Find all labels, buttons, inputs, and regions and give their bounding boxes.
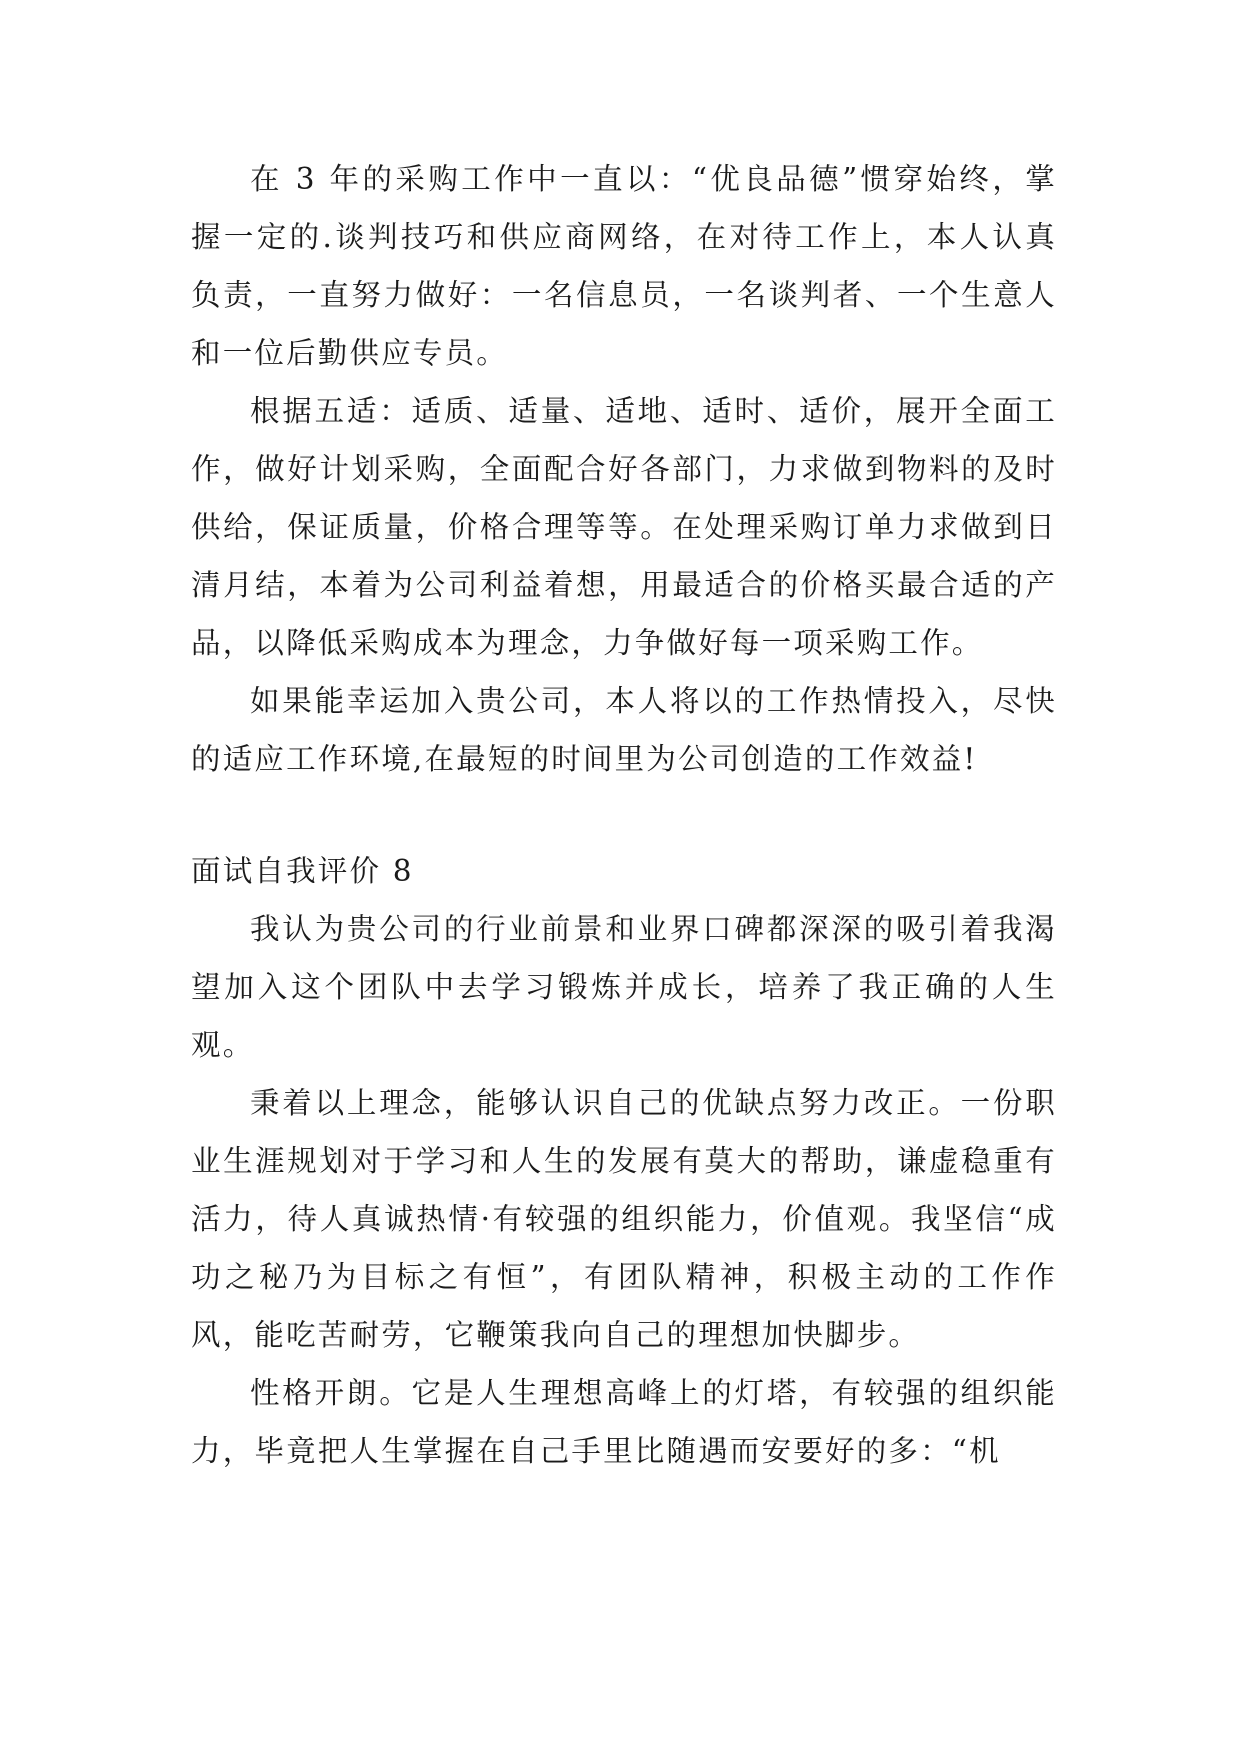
- paragraph-company-prospects: 我认为贵公司的行业前景和业界口碑都深深的吸引着我渴望加入这个团队中去学习锻炼并成长，培养了我正确的人生观。: [191, 912, 1057, 1062]
- section-heading: 面试自我评价 8: [191, 854, 414, 888]
- paragraph-career-planning: 秉着以上理念，能够认识自己的优缺点努力改正。一份职业生涯规划对于学习和人生的发展有莫大的帮助，谦虚稳重有活力，待人真诚热情·有较强的组织能力，价值观。我坚信“成功之秘乃为目标之有恒”，有团队精神，积极主动的工作作风，能吃苦耐劳，它鞭策我向自己的理想加快脚步。: [191, 1086, 1057, 1352]
- paragraph-five-principles: 根据五适：适质、适量、适地、适时、适价，展开全面工作，做好计划采购，全面配合好各部门，力求做到物料的及时供给，保证质量，价格合理等等。在处理采购订单力求做到日清月结，本着为公司利益着想，用最适合的价格买最合适的产品，以降低采购成本为理念，力争做好每一项采购工作。: [191, 394, 1057, 660]
- paragraph-personality: 性格开朗。它是人生理想高峰上的灯塔，有较强的组织能力，毕竟把人生掌握在自己手里比随遇而安要好的多：“机: [191, 1376, 1057, 1468]
- document-body: [191, 150, 1057, 1480]
- paragraph-join-company: 如果能幸运加入贵公司，本人将以的工作热情投入，尽快的适应工作环境,在最短的时间里为公司创造的工作效益!: [191, 684, 1057, 776]
- section-gap: [191, 788, 1057, 842]
- paragraph-procurement-experience: 在 3 年的采购工作中一直以：“优良品德”惯穿始终，掌握一定的.谈判技巧和供应商网络，在对待工作上，本人认真负责，一直努力做好：一名信息员，一名谈判者、一个生意人和一位后勤供应专员。: [191, 162, 1057, 370]
